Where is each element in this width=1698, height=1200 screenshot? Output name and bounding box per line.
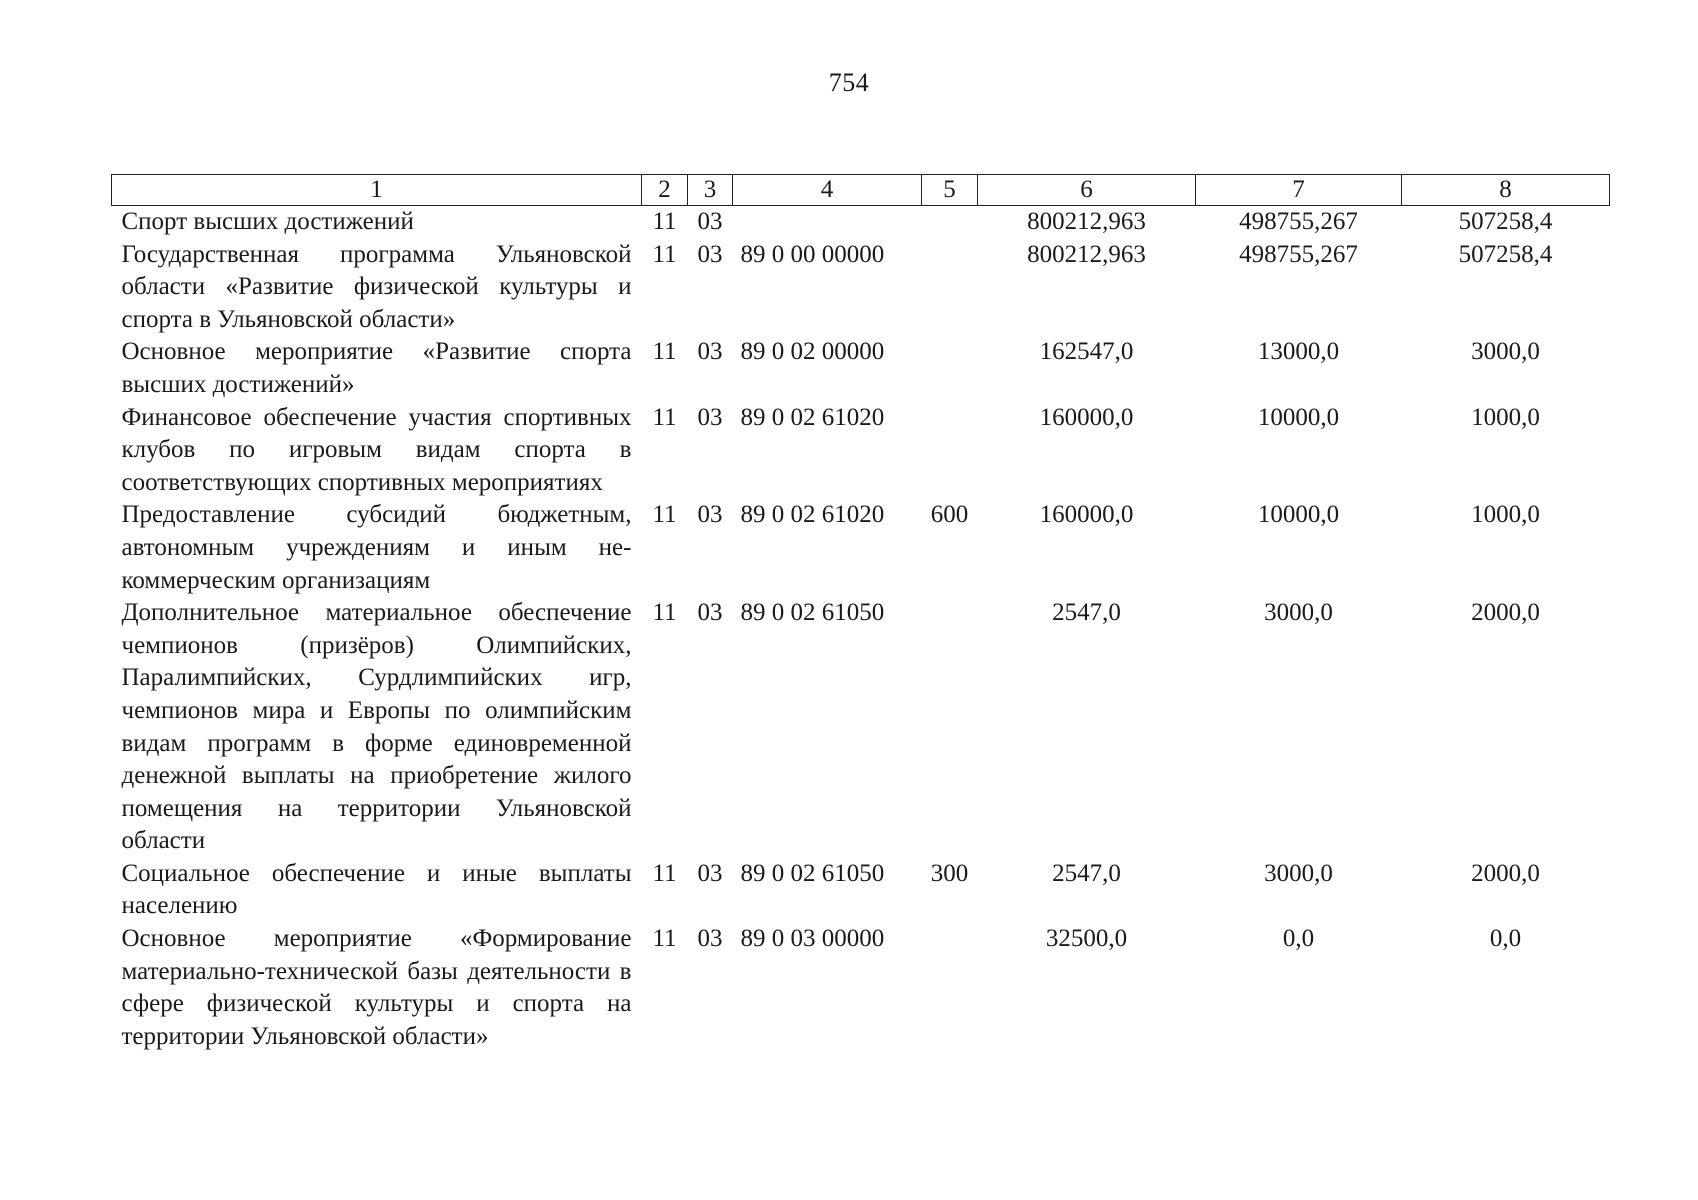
row-target-code [733, 206, 922, 239]
table-row [112, 402, 1610, 500]
row-amount-col8: 2000,0 [1471, 859, 1540, 887]
header-col-4: 4 [733, 175, 922, 206]
row-amount-col8: 507258,4 [1458, 240, 1553, 268]
row-expense-type [922, 206, 978, 239]
table-body [112, 206, 1610, 1054]
header-col-6: 6 [978, 175, 1196, 206]
table-row [112, 597, 1610, 858]
row-subsection: 03 [697, 403, 723, 431]
row-expense-type: 300 [930, 859, 969, 887]
row-amount-col6: 160000,0 [1039, 403, 1134, 431]
row-amount-col7: 498755,267 [1239, 208, 1358, 235]
row-amount-col6: 800212,963 [1027, 240, 1146, 268]
row-subsection: 03 [697, 208, 723, 235]
row-amount-col6: 800212,963 [1027, 208, 1146, 235]
row-amount-col8: 1000,0 [1471, 403, 1540, 431]
row-expense-type [922, 239, 978, 337]
row-target-code: 89 0 00 00000 [740, 240, 885, 268]
row-amount-col8: 1000,0 [1471, 501, 1540, 529]
header-col-8: 8 [1402, 175, 1610, 206]
row-amount-col6: 162547,0 [1039, 338, 1134, 366]
row-section: 11 [652, 403, 677, 431]
table-row [112, 858, 1610, 923]
row-name: Социальное обеспечение и иные выплаты населению [121, 859, 632, 920]
row-amount-col8: 2000,0 [1471, 599, 1540, 627]
page-number: 754 [828, 68, 870, 97]
row-section: 11 [652, 501, 677, 529]
row-name: Спорт высших достижений [121, 208, 414, 235]
row-subsection: 03 [697, 925, 723, 953]
row-section: 11 [652, 925, 677, 953]
row-section: 11 [652, 208, 677, 235]
header-col-2: 2 [642, 175, 688, 206]
row-name: Основное мероприятие «Развитие спорта высших достижений» [121, 338, 632, 398]
row-expense-type [922, 923, 978, 1053]
table-row [112, 499, 1610, 597]
row-section: 11 [652, 240, 677, 268]
row-target-code: 89 0 02 61020 [740, 501, 885, 529]
row-amount-col8: 3000,0 [1471, 338, 1540, 366]
table-row [112, 239, 1610, 337]
row-name: Финансовое обеспечение участия спортивных клубов по игровым видам спорта в соответствующих спортивных мероприятиях [121, 403, 632, 496]
table-row [112, 923, 1610, 1053]
row-name: Основное мероприятие «Формирование материально-технической базы деятельности в сфере физической культуры и спорта на территории Ульяновской области» [121, 925, 632, 1050]
row-name: Дополнительное материальное обеспечение чемпионов (призёров) Олимпийских, Паралимпийских, Сурдлимпийских игр, чемпионов мира и Европы по олимпийским видам программ в форме единовременной денежной выплаты на приобретение жилого помещения на территории Ульяновской области [121, 599, 632, 855]
row-target-code: 89 0 02 61020 [740, 403, 885, 431]
row-amount-col7: 3000,0 [1264, 859, 1333, 887]
row-subsection: 03 [697, 240, 723, 268]
row-subsection: 03 [697, 859, 723, 887]
row-subsection: 03 [697, 501, 723, 529]
header-col-7: 7 [1196, 175, 1402, 206]
row-subsection: 03 [697, 599, 723, 627]
row-amount-col6: 2547,0 [1052, 859, 1121, 887]
row-expense-type [922, 336, 978, 401]
header-col-1: 1 [112, 175, 642, 206]
row-amount-col6: 32500,0 [1045, 925, 1128, 953]
row-expense-type [922, 597, 978, 858]
table-header [112, 175, 1610, 206]
header-col-3: 3 [688, 175, 733, 206]
table-row [112, 206, 1610, 239]
row-amount-col6: 160000,0 [1039, 501, 1134, 529]
row-subsection: 03 [697, 338, 723, 366]
table-row [112, 336, 1610, 401]
row-target-code: 89 0 02 61050 [740, 859, 885, 887]
row-target-code: 89 0 03 00000 [740, 925, 885, 953]
row-name: Предоставление субсидий бюджетным, автономным учреждениям и иным некоммерческим организациям [121, 501, 632, 594]
row-amount-col7: 3000,0 [1264, 599, 1333, 627]
row-amount-col8: 507258,4 [1458, 208, 1553, 235]
header-col-5: 5 [922, 175, 978, 206]
row-section: 11 [652, 859, 677, 887]
row-expense-type [922, 402, 978, 500]
row-amount-col7: 498755,267 [1239, 240, 1358, 268]
row-amount-col7: 0,0 [1282, 925, 1315, 953]
row-amount-col7: 10000,0 [1257, 501, 1340, 529]
row-amount-col7: 13000,0 [1257, 338, 1340, 366]
row-amount-col8: 0,0 [1489, 925, 1522, 953]
row-section: 11 [652, 599, 677, 627]
row-section: 11 [652, 338, 677, 366]
row-amount-col6: 2547,0 [1052, 599, 1121, 627]
row-target-code: 89 0 02 00000 [740, 338, 885, 366]
budget-table [111, 174, 1610, 1053]
row-target-code: 89 0 02 61050 [740, 599, 885, 627]
header-row [112, 175, 1610, 206]
row-name: Государственная программа Ульяновской области «Развитие физической культуры и спорта в Ульяновской области» [121, 240, 632, 333]
row-amount-col7: 10000,0 [1257, 403, 1340, 431]
row-expense-type: 600 [930, 501, 969, 529]
